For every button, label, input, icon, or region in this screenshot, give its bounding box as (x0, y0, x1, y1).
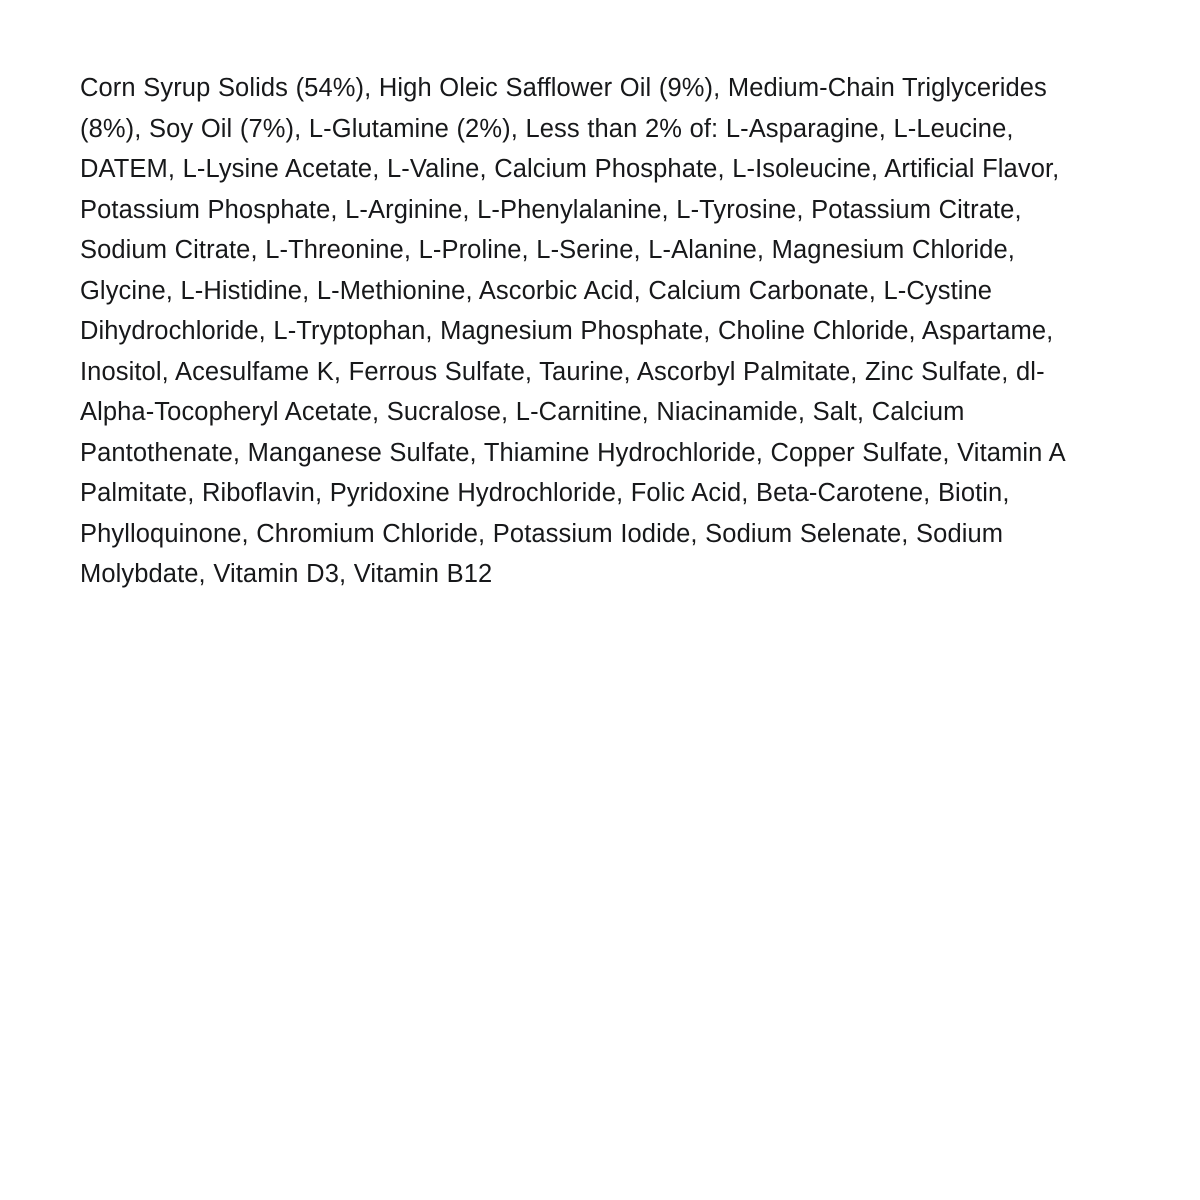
ingredients-paragraph: Corn Syrup Solids (54%), High Oleic Safflower Oil (9%), Medium-Chain Triglycerides (8%), Soy Oil (7%), L-Glutamine (2%), Less than 2% of: L-Asparagine, L-Leucine, DATEM, L-Lysine Acetate, L-Valine, Calcium Phosphate, L-Isoleucine, Artificial Flavor, Potassium Phosphate, L-Arginine, L-Phenylalanine, L-Tyrosine, Potassium Citrate, Sodium Citrate, L-Threonine, L-Proline, L-Serine, L-Alanine, Magnesium Chloride, Glycine, L-Histidine, L-Methionine, Ascorbic Acid, Calcium Carbonate, L-Cystine Dihydrochloride, L-Tryptophan, Magnesium Phosphate, Choline Chloride, Aspartame, Inositol, Acesulfame K, Ferrous Sulfate, Taurine, Ascorbyl Palmitate, Zinc Sulfate, dl-Alpha-Tocopheryl Acetate, Sucralose, L-Carnitine, Niacinamide, Salt, Calcium Pantothenate, Manganese Sulfate, Thiamine Hydrochloride, Copper Sulfate, Vitamin A Palmitate, Riboflavin, Pyridoxine Hydrochloride, Folic Acid, Beta-Carotene, Biotin, Phylloquinone, Chromium Chloride, Potassium Iodide, Sodium Selenate, Sodium Molybdate, Vitamin D3, Vitamin B12 (80, 74, 1065, 588)
ingredients-block (80, 68, 1110, 595)
